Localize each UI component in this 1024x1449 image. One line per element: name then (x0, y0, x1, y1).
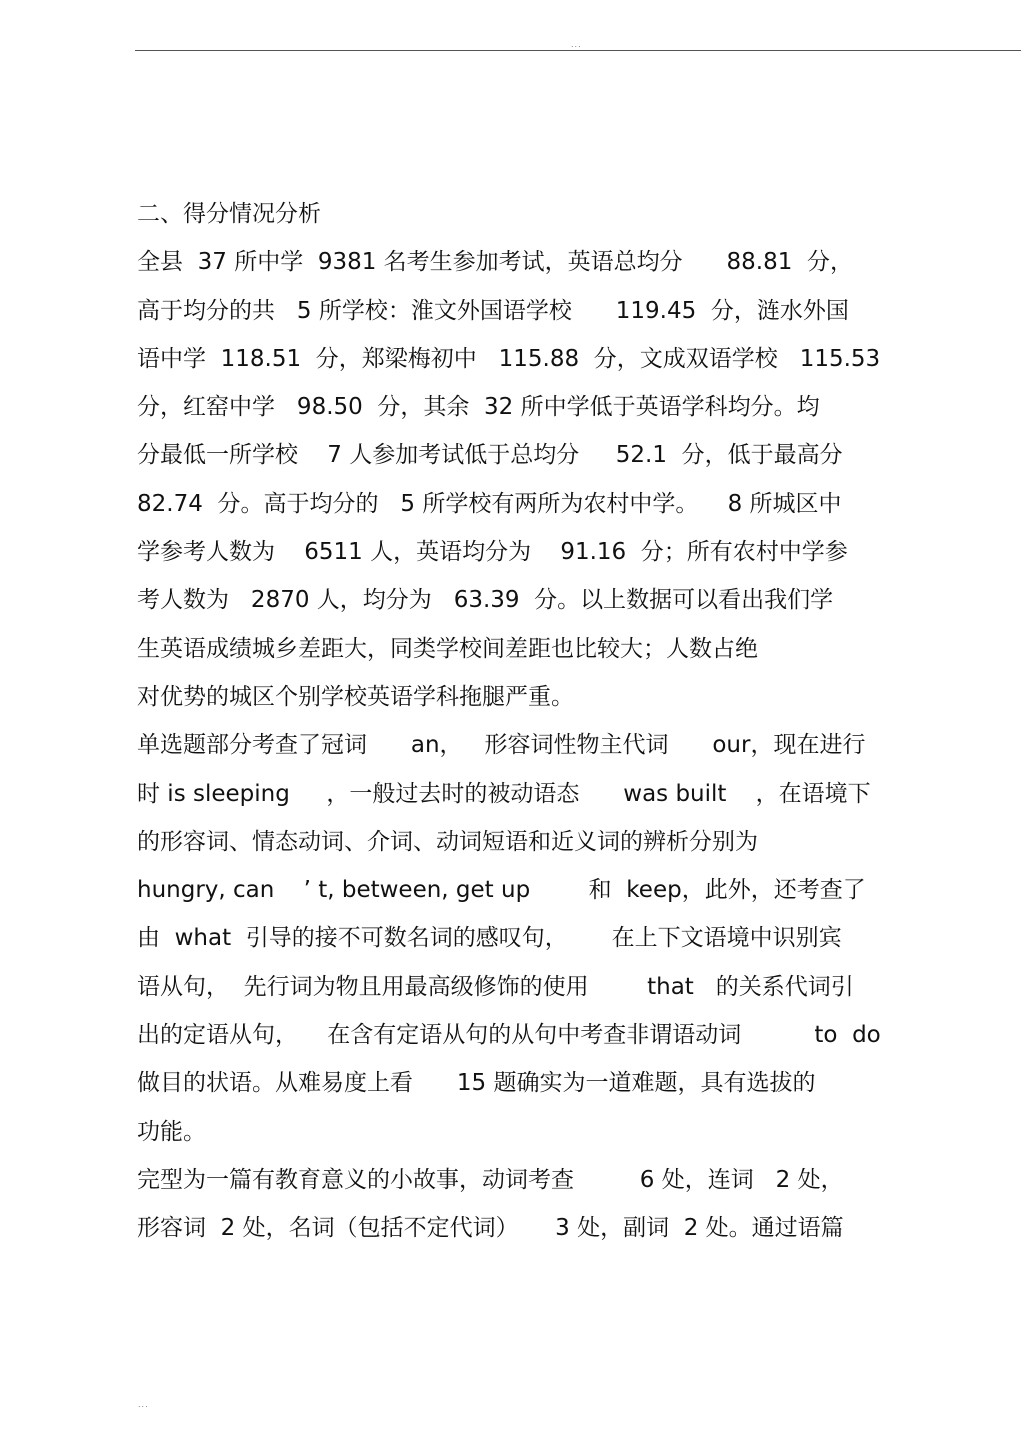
text-line: 分，红窑中学 98.50 分，其余 32 所中学低于英语学科均分。均 (137, 394, 820, 421)
text-line: 全县 37 所中学 9381 名考生参加考试，英语总均分 88.81 分， (137, 249, 853, 276)
text-line: 时 is sleeping ，一般过去时的被动语态 was built ，在语境下 (137, 780, 871, 807)
text-line: 82.74 分。高于均分的 5 所学校有两所为农村中学。 8 所城区中 (137, 490, 842, 517)
text-line: 功能。 (137, 1118, 206, 1145)
text-line: hungry, can ’ t, between, get up 和 keep，此外，还考查了 (137, 877, 866, 904)
header-rule (135, 50, 1021, 51)
text-line: 单选题部分考查了冠词 an， 形容词性物主代词 our，现在进行 (137, 732, 866, 759)
text-line: 由 what 引导的接不可数名词的感叹句， 在上下文语境中识别宾 (137, 925, 842, 952)
text-line: 高于均分的共 5 所学校：淮文外国语学校 119.45 分，涟水外国 (137, 297, 849, 324)
header-mark: ... (571, 40, 582, 49)
section-heading: 二、得分情况分析 (137, 201, 321, 227)
document-body (137, 190, 997, 1253)
footer-mark: ... (138, 1400, 149, 1409)
text-line: 的形容词、情态动词、介词、动词短语和近义词的辨析分别为 (137, 828, 758, 855)
text-line: 出的定语从句， 在含有定语从句的从句中考查非谓语动词 to do (137, 1022, 881, 1049)
text-line: 分最低一所学校 7 人参加考试低于总均分 52.1 分，低于最高分 (137, 442, 843, 469)
text-line: 考人数为 2870 人，均分为 63.39 分。以上数据可以看出我们学 (137, 587, 834, 614)
text-line: 对优势的城区个别学校英语学科拖腿严重。 (137, 683, 574, 710)
text-line: 完型为一篇有教育意义的小故事，动词考查 6 处，连词 2 处， (137, 1166, 844, 1193)
text-line: 生英语成绩城乡差距大，同类学校间差距也比较大；人数占绝 (137, 635, 758, 662)
text-line: 语从句， 先行词为物且用最高级修饰的使用 that 的关系代词引 (137, 973, 854, 1000)
text-line: 做目的状语。从难易度上看 15 题确实为一道难题，具有选拔的 (137, 1070, 816, 1097)
text-line: 学参考人数为 6511 人，英语均分为 91.16 分；所有农村中学参 (137, 539, 848, 566)
text-line: 语中学 118.51 分，郑梁梅初中 115.88 分，文成双语学校 115.53 (137, 345, 881, 372)
text-line: 形容词 2 处，名词（包括不定代词） 3 处，副词 2 处。通过语篇 (137, 1215, 844, 1242)
